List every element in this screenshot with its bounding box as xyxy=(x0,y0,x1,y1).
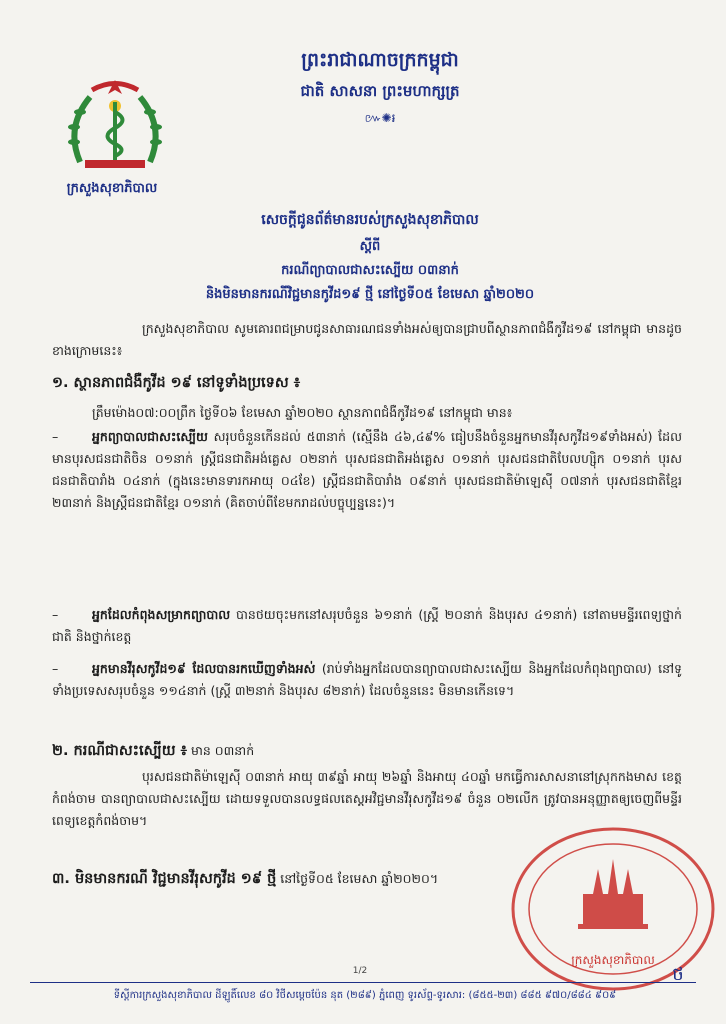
bullet-dash: – xyxy=(52,607,59,622)
bullet-in-treatment xyxy=(52,604,682,648)
signature-text: ថ xyxy=(672,964,684,985)
footer-divider xyxy=(30,982,696,983)
footer-address: ទីស្តីការក្រសួងសុខាភិបាល ដីឡូតិ៍លេខ ៨០ វិថីសម្ដេចប៉ែន នុត (២៨៩) ភ្នំពេញ ទូរស័ព្ទ-ទូរសារ: (៨៥៥-២៣) ៨៨៥ ៩៧០/៨៨៤ ៩០៩ xyxy=(113,990,617,1001)
section-3-heading xyxy=(52,870,438,891)
section-2-heading xyxy=(52,742,254,763)
section-1-intro: ត្រឹមម៉ោង០៧:០០ព្រឹក ថ្ងៃទី០៦ ខែមេសា ឆ្នាំ២០២០ ស្ថានភាពជំងឺកូវីដ១៩ នៅកម្ពុជា មាន៖ xyxy=(92,405,513,420)
kingdom-title: ព្រះរាជាណាចក្រកម្ពុជា xyxy=(301,49,459,71)
bullet-label: អ្នកដែលកំពុងសម្រាកព្យាបាល xyxy=(92,607,231,622)
national-motto: ជាតិ សាសនា ព្រះមហាក្សត្រ xyxy=(300,82,460,100)
signature-icon xyxy=(658,958,698,988)
section-1-heading: ១. ស្ថានភាពជំងឺកូវីដ ១៩ នៅទូទាំងប្រទេស ៖ xyxy=(52,375,301,391)
ornament-flourish: ៚✺៛ xyxy=(364,111,396,125)
announcement-subject-label: ស្តីពី xyxy=(359,239,381,254)
announcement-subject-2: និងមិនមានករណីវិជ្ជមានកូវីដ១៩ ថ្មី នៅថ្ងៃទី០៥ ខែមេសា ឆ្នាំ២០២០ xyxy=(205,287,535,302)
intro-paragraph: ក្រសួងសុខាភិបាល សូមគោរពជម្រាបជូនសាធារណជនទាំងអស់ឲ្យបានជ្រាបពីស្ថានភាពជំងឺកូវីដ១៩ នៅកម្ពុជា មានដូចខាងក្រោមនេះ៖ xyxy=(52,321,682,358)
ministry-logo-icon xyxy=(60,72,170,182)
bullet-text: (រាប់ទាំងអ្នកដែលបានព្យាបាលជាសះស្បើយ និងអ្នកដែលកំពុងព្យាបាល) នៅទូទាំងប្រទេសសរុបចំនួន ១១៤នាក់ (ស្ត្រី ៣២នាក់ និងបុរស ៨២នាក់) ដែលចំនួននេះ មិនមានកើនទេ។ xyxy=(52,661,682,698)
section-2-body: បុរសជនជាតិម៉ាឡេស៊ី ០៣នាក់ អាយុ ៣៩ឆ្នាំ អាយុ ២៦ឆ្នាំ និងអាយុ ៤០ឆ្នាំ មកធ្វើការសាសនានៅស្រុកកងមាស ខេត្តកំពង់ចាម បានព្យាបាលជាសះស្បើយ ដោយទទួលបានលទ្ធផលតេស្តអវិជ្ជមានវីរុសកូវីដ១៩ ចំនួន ០២លើក ត្រូវបានអនុញ្ញាតឲ្យចេញពីមន្ទីរពេទ្យខេត្តកំពង់ចាម។ xyxy=(52,769,682,828)
section-3-date: នៅថ្ងៃទី០៥ ខែមេសា ឆ្នាំ២០២០។ xyxy=(276,871,439,886)
bullet-total-cases xyxy=(52,658,682,702)
bullet-recovered xyxy=(52,426,682,514)
section-2-count: មាន ០៣នាក់ xyxy=(186,743,255,758)
bullet-dash: – xyxy=(52,429,59,444)
stamp-text: ក្រសួងសុខាភិបាល xyxy=(571,953,655,967)
bullet-label: អ្នកមានវីរុសកូវីដ១៩ ដែលបានរកឃើញទាំងអស់ xyxy=(92,661,316,676)
section-2-title: ២. ករណីជាសះស្បើយ ៖ xyxy=(52,743,187,759)
bullet-text: បានថយចុះមកនៅសរុបចំនួន ៦១នាក់ (ស្ត្រី ២០នាក់ និងបុរស ៤១នាក់) នៅតាមមន្ទីរពេទ្យថ្នាក់ជាតិ និងថ្នាក់ខេត្ត xyxy=(52,607,682,644)
bullet-label: អ្នកព្យាបាលជាសះស្បើយ xyxy=(92,429,208,444)
section-3-title: ៣. មិនមានករណី វិជ្ជមានវីរុសកូវីដ ១៩ ថ្មី xyxy=(52,871,277,887)
ministry-name: ក្រសួងសុខាភិបាល xyxy=(66,181,158,196)
announcement-title: សេចក្តីជូនព័ត៌មានរបស់ក្រសួងសុខាភិបាល xyxy=(261,212,479,228)
page-number: 1/2 xyxy=(352,966,368,976)
bullet-dash: – xyxy=(52,661,59,676)
announcement-subject-1: ករណីព្យាបាលជាសះស្បើយ ០៣នាក់ xyxy=(281,263,459,278)
bullet-text: សរុបចំនួនកើនដល់ ៥៣នាក់ (ស្មើនឹង ៤៦,៤៩% ធៀបនឹងចំនួនអ្នកមានវីរុសកូវីដ១៩ទាំងអស់) ដែលមានបុរសជនជាតិចិន ០១នាក់ ស្ត្រីជនជាតិអង់គ្លេស ០២នាក់ បុរសជនជាតិអង់គ្លេស ០១នាក់ បុរសជនជាតិបែលហ្ស៊ិក ០១នាក់ បុរសជនជាតិបារាំង ០៤នាក់ (ក្នុងនេះមានទារកអាយុ ០៤ខែ) ស្ត្រីជនជាតិបារាំង ០៩នាក់ បុរសជនជាតិម៉ាឡេស៊ី ០៧នាក់ បុរសជនជាតិខ្មែរ ២៣នាក់ និងស្ត្រីជនជាតិខ្មែរ ០១នាក់ (គិតចាប់ពីខែមករាដល់បច្ចុប្បន្ននេះ)។ xyxy=(52,429,682,510)
